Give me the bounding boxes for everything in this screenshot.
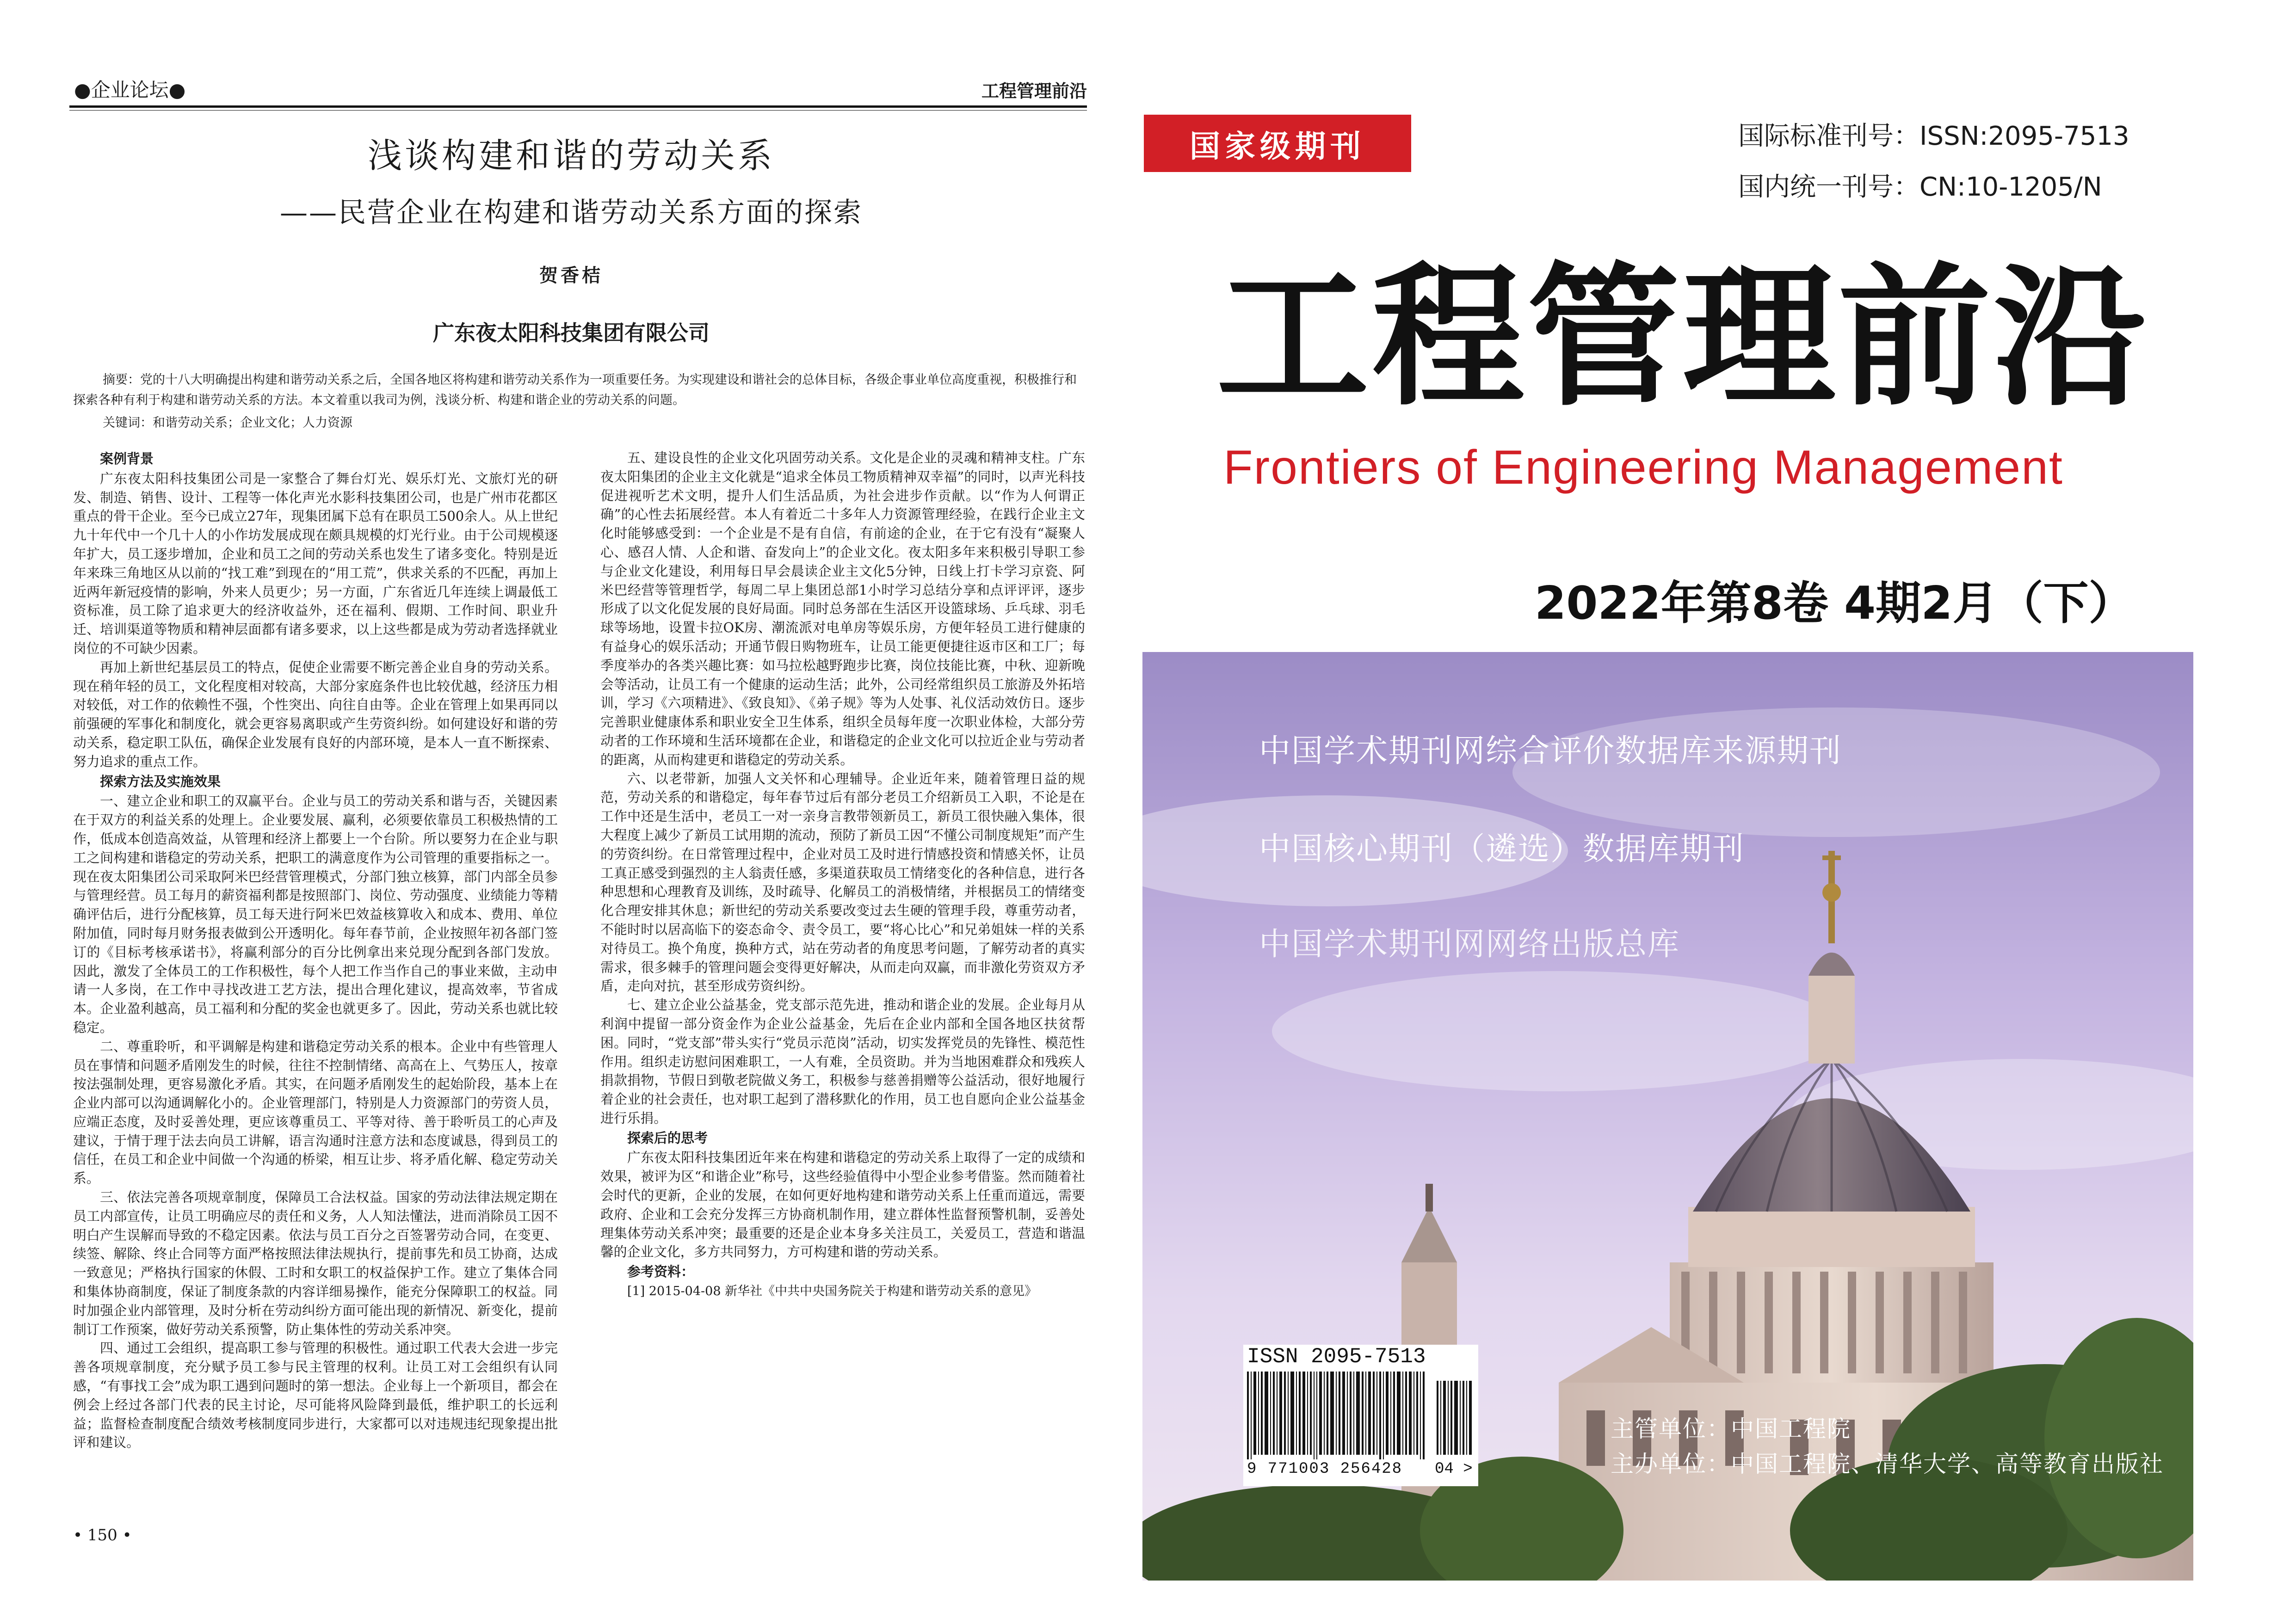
- paragraph: 二、尊重聆听，和平调解是构建和谐稳定劳动关系的根本。企业中有些管理人员在事情和问题矛盾刚发生的时候，往往不控制情绪、高高在上、气势压人，按章按法强制处理，更容易激化矛盾。其实，在问题矛盾刚发生的起始阶段，基本上在企业内部可以沟通调解化小的。企业管理部门，特别是人力资源部门的劳资人员，应端正态度，及时妥善处理，更应该尊重员工、平等对待、善于聆听员工的心声及建议，于情于理于法去向员工讲解，语言沟通时注意方法和态度诚恳，得到员工的信任，在员工和企业中间做一个沟通的桥梁，相互让步、将矛盾化解、稳定劳动关系。: [73, 1038, 558, 1187]
- paragraph: 一、建立企业和职工的双赢平台。企业与员工的劳动关系和谐与否，关键因素在于双方的利益关系的处理上。企业要发展、赢利，必须要依靠员工积极热情的工作，低成本创造高效益，从管理和经济上都要上一个台阶。所以要努力在企业与职工之间构建和谐稳定的劳动关系，把职工的满意度作为公司管理的重要指标之一。现在夜太阳集团公司采取阿米巴经营管理模式，分部门独立核算，部门内部全员参与管理经营。员工每月的薪资福利都是按照部门、岗位、劳动强度、业绩能力等精确评估后，进行分配核算，员工每天进行阿米巴效益核算收入和成本、费用、单位附加值，同时每月财务报表做到公开透明化。每年春节前，企业按照年初各部门签订的《目标考核承诺书》，将赢利部分的百分比例拿出来兑现分配到各部门发放。因此，激发了全体员工的工作积极性，每个人把工作当作自己的事业来做，主动申请一人多岗，在工作中寻找改进工艺方法，提出合理化建议，提高效率，节省成本。企业盈利越高，员工福利和分配的奖金也就更多了。因此，劳动关系也就比较稳定。: [73, 793, 558, 1035]
- article-author: 贺香桔: [539, 265, 603, 286]
- page-number: • 150 •: [73, 1526, 132, 1544]
- article-subtitle: ——民营企业在构建和谐劳动关系方面的探索: [280, 197, 863, 229]
- barcode-block: [1243, 1345, 1478, 1486]
- paragraph: 四、通过工会组织，提高职工参与管理的积极性。通过职工代表大会进一步完善各项规章制度，充分赋予员工参与民主管理的权利。让员工对工会组织有认同感，“有事找工会”成为职工遇到问题时的第一想法。企业每上一个新项目，都会在例会上经过各部门代表的民主讨论，尽可能将风险降到最低，维护职工的长远利益；监督检查制度配合绩效考核制度同步进行，大家都可以对违规违纪现象提出批评和建议。: [73, 1340, 558, 1451]
- paragraph: 六、以老带新，加强人文关怀和心理辅导。企业近年来，随着管理日益的规范，劳动关系的和谐稳定，每年春节过后有部分老员工介绍新员工入职，不论是在工作中还是生活中，老员工一对一亲身言教带领新员工，新员工很快融入集体，很大程度上减少了新员工试用期的流动，预防了新员工因“不懂公司制度规矩”而产生的劳资纠纷。在日常管理过程中，企业对员工及时进行情感投资和情感关怀，让员工真正感受到强烈的主人翁责任感，多渠道获取员工情绪变化的各种信息，进行各种思想和心理教育及训练，及时疏导、化解员工的消极情绪，并根据员工的情绪变化合理安排其休息；新世纪的劳动关系要改变过去生硬的管理手段，尊重劳动者，不能时时以居高临下的姿态命令、责令员工，要“将心比心”和兄弟姐妹一样的关系对待员工。换个角度，换种方式，站在劳动者的角度思考问题，了解劳动者的真实需求，很多棘手的管理问题会变得更好解决，从而走向双赢，而非激化劳资双方矛盾，走向对抗，甚至形成劳资纠纷。: [600, 770, 1085, 994]
- references-heading: 参考资料：: [627, 1264, 695, 1280]
- header-divider: [69, 105, 1087, 108]
- paragraph: 五、建设良性的企业文化巩固劳动关系。文化是企业的灵魂和精神支柱。广东夜太阳集团的企业主文化就是“追求全体员工物质精神双幸福”的同时，以声光科技促进视听艺术文明，提升人们生活品质，为社会进步作贡献。以“作为人何谓正确”的心性去拓展经营。本人有着近二十多年人力资源管理经验，在践行企业主文化时能够感受到：一个企业是不是有自信，有前途的企业，在于它有没有“凝聚人心、感召人情、人企和谐、奋发向上”的企业文化。夜太阳多年来积极引导职工参与企业文化建设，利用每日早会晨读企业主文化5分钟，日线上打卡学习京瓷、阿米巴经营等管理哲学，每周二早上集团总部1小时学习总结分享和点评评评，逐步形成了以文化促发展的良好局面。同时总务部在生活区开设篮球场、乒乓球、羽毛球等场地，设置卡拉OK房、潮流派对电单房等娱乐房，方便年轻员工进行健康的有益身心的娱乐活动；开通节假日购物班车，让员工能更便捷往返市区和工厂；每季度举办的各类兴趣比赛：如马拉松越野跑步比赛，岗位技能比赛，中秋、迎新晚会等活动，让员工有一个健康的运动生活；此外，公司经常组织员工旅游及外拓培训，学习《六项精进》、《致良知》、《弟子规》等为人处事、礼仪活动效仿日。逐步完善职业健康体系和职业安全卫生体系，组织全员每年度一次职业体检，大部分劳动者的工作环境和生活环境都在企业，和谐稳定的企业文化可以拉近企业与劳动者的距离，从而构建更和谐稳定的劳动关系。: [600, 450, 1085, 768]
- issue-info: 2022年第8卷 4期2月（下）: [1535, 577, 2134, 630]
- column-tag: ●企业论坛●: [74, 79, 186, 101]
- article-keywords: 关键词：和谐劳动关系；企业文化；人力资源: [103, 416, 352, 430]
- running-header: 工程管理前沿: [981, 81, 1087, 101]
- barcode-digits: 9 771003 256428: [1247, 1460, 1403, 1478]
- article-page: [0, 0, 1142, 1624]
- database-line: 中国核心期刊（遴选）数据库期刊: [1259, 831, 1745, 867]
- cover-title-english: Frontiers of Engineering Management: [1223, 441, 2063, 494]
- text-column-left: [73, 449, 558, 1517]
- national-level-badge: 国家级期刊: [1144, 115, 1411, 172]
- article-organization: 广东夜太阳科技集团有限公司: [433, 320, 710, 345]
- database-line: 中国学术期刊网综合评价数据库来源期刊: [1259, 733, 1842, 769]
- paragraph: 广东夜太阳科技集团公司是一家整合了舞台灯光、娱乐灯光、文旅灯光的研发、制造、销售、设计、工程等一体化声光水影科技集团公司，也是广州市花都区重点的骨干企业。至今已成立27年，现集团属下总有在职员工500余人。从上世纪九十年代中一个几十人的小作坊发展成现在颇具规模的灯光行业。由于公司规模逐年扩大，员工逐步增加，企业和员工之间的劳动关系也发生了诸多变化。特别是近年来珠三角地区从以前的“找工难”到现在的“用工荒”，供求关系的不匹配，再加上近两年新冠疫情的影响，外来人员更少；另一方面，广东省近几年连续上调最低工资标准，员工除了追求更大的经济收益外，还在福利、假期、工作时间、职业升迁、培训渠道等物质和精神层面都有诸多要求，以上这些都是成为劳动者选择就业岗位的不可缺少因素。: [73, 470, 558, 656]
- section-heading: 案例背景: [100, 451, 154, 467]
- paragraph: 七、建立企业公益基金，党支部示范先进，推动和谐企业的发展。企业每月从利润中提留一部分资金作为企业公益基金，先后在企业内部和全国各地区扶贫帮困。同时，“党支部”带头实行“党员示范岗”活动，切实发挥党员的先锋性、模范性作用。组织走访慰问困难职工，一人有难，全员资助。并为当地困难群众和残疾人捐款捐物，节假日到敬老院做义务工，积极参与慈善捐赠等公益活动，很好地履行着企业的社会责任，也对职工起到了潜移默化的作用，员工也自愿向企业公益基金进行乐捐。: [600, 997, 1085, 1126]
- paragraph: 再加上新世纪基层员工的特点，促使企业需要不断完善企业自身的劳动关系。现在稍年轻的员工，文化程度相对较高，大部分家庭条件也比较优越，经济压力相对较低，对工作的依赖性不强，个性突出、向往自由等。企业在管理上如果再同以前强硬的军事化和制度化，就会更容易离职或产生劳资纠纷。如何建设好和谐的劳动关系，稳定职工队伍，确保企业发展有良好的内部环境，是本人一直不断探索、努力追求的重点工作。: [73, 659, 558, 769]
- paragraph: 广东夜太阳科技集团近年来在构建和谐稳定的劳动关系上取得了一定的成绩和效果，被评为区“和谐企业”称号，这些经验值得中小型企业参考借鉴。然而随着社会时代的更新，企业的发展，在如何更好地构建和谐劳动关系上任重而道远，需要政府、企业和工会充分发挥三方协商机制作用，建立群体性监督预警机制，妥善处理集体劳动关系冲突；最重要的还是企业本身多关注员工，关爱员工，营造和谐温馨的企业文化，多方共同努力，方可构建和谐的劳动关系。: [600, 1150, 1085, 1260]
- organizer-unit: 主办单位：中国工程院、清华大学、高等教育出版社: [1611, 1451, 2164, 1477]
- paragraph: 三、依法完善各项规章制度，保障员工合法权益。国家的劳动法律法规定期在员工内部宣传，让员工明确应尽的责任和义务，人人知法懂法，进而消除员工因不明白产生误解而导致的不稳定因素。依法与员工百分之百签署劳动合同，在变更、续签、解除、终止合同等方面严格按照法律法规执行，提前事先和员工协商，达成一致意见；严格执行国家的休假、工时和女职工的权益保护工作。建立了集体合同和集体协商制度，保证了制度条款的内容详细易操作，能充分保障职工的权益。同时加强企业内部管理，及时分析在劳动纠纷方面可能出现的新情况、新变化，提前制订工作预案，做好劳动关系预警，防止集体性的劳动关系冲突。: [73, 1189, 558, 1337]
- section-heading: 探索方法及实施效果: [100, 773, 221, 789]
- reference-item: [1] 2015-04-08 新华社《中共中央国务院关于构建和谐劳动关系的意见》: [627, 1284, 1037, 1299]
- barcode-addon: 04 >: [1435, 1460, 1473, 1478]
- cn-line: 国内统一刊号：CN:10-1205/N: [1738, 172, 2102, 202]
- header-divider-thin: [69, 110, 1087, 111]
- text-column-right: [600, 449, 1085, 1517]
- issn-line: 国际标准刊号：ISSN:2095-7513: [1738, 121, 2129, 151]
- supervisor-unit: 主管单位：中国工程院: [1611, 1415, 1851, 1442]
- database-line: 中国学术期刊网网络出版总库: [1259, 926, 1680, 963]
- barcode-issn: ISSN 2095-7513: [1247, 1345, 1426, 1369]
- article-abstract: 摘要：党的十八大明确提出构建和谐劳动关系之后，全国各地区将构建和谐劳动关系作为一项重要任务。为实现建设和谐社会的总体目标，各级企事业单位高度重视，积极推行和探索各种有利于构建和谐劳动关系的方法。本文着重以我司为例，浅谈分析、构建和谐企业的劳动关系的问题。: [73, 373, 1077, 407]
- article-title: 浅谈构建和谐的劳动关系: [368, 136, 775, 176]
- cover-title-chinese: 工程管理前沿: [1216, 249, 2149, 426]
- barcode-icon: [1247, 1372, 1475, 1459]
- section-heading: 探索后的思考: [627, 1130, 708, 1146]
